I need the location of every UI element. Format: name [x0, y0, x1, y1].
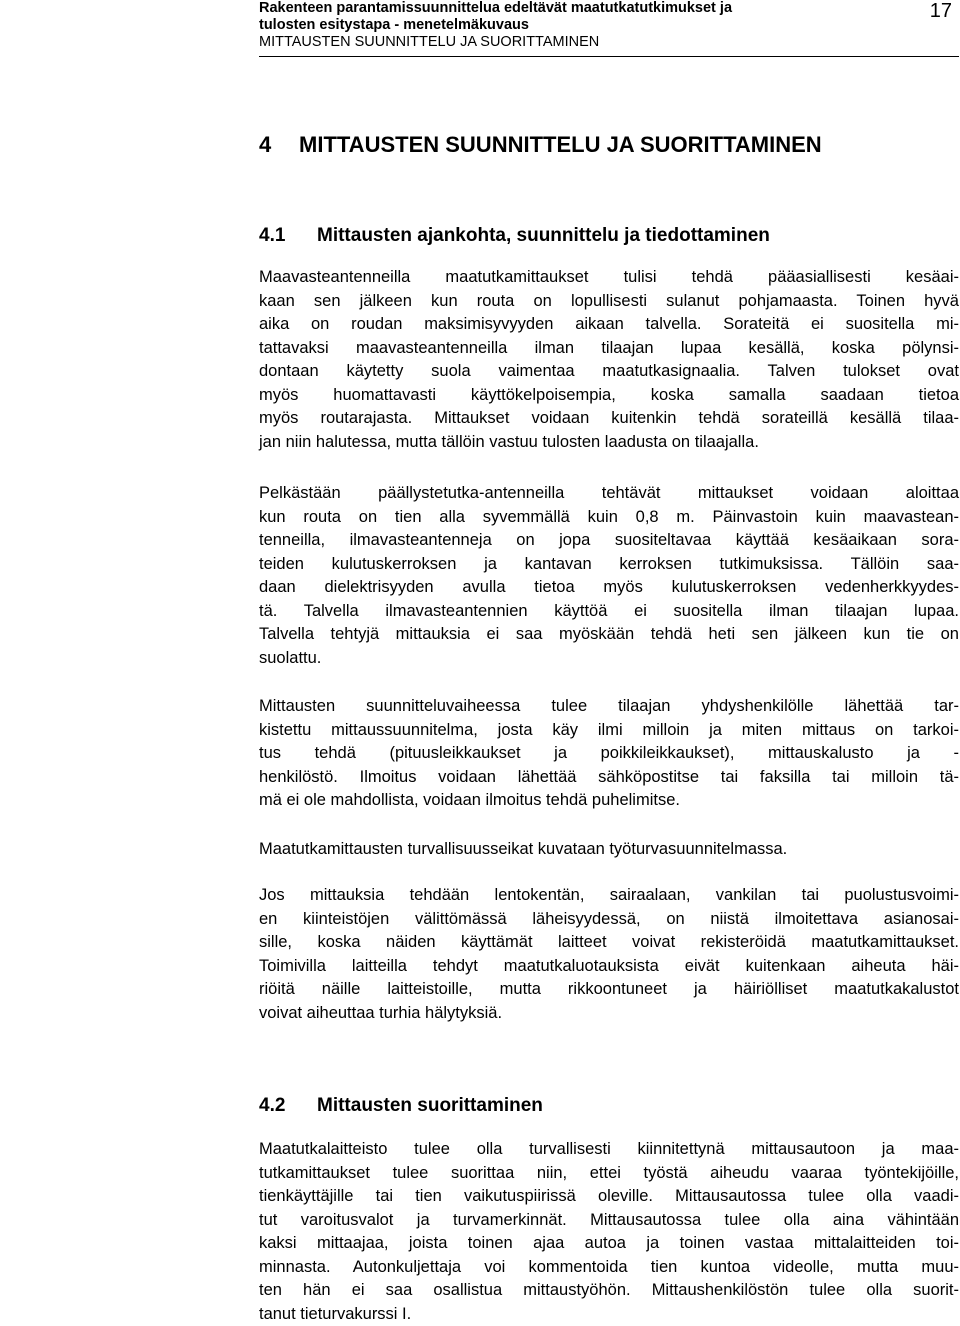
paragraph-line: Talvella tehtyjä mittauksia ei saa myöskään tehdä heti sen jälkeen kun tie on — [259, 623, 959, 647]
paragraph-line: tutkamittaukset tulee suorittaa niin, ettei työstä aiheudu vaaraa työntekijöille, — [259, 1162, 959, 1186]
paragraph-line: jan niin halutessa, mutta tällöin vastuu tulosten laadusta on tilaajalla. — [259, 431, 959, 455]
paragraph-line: tienkäyttäjille tai tien vaikutuspiirissä oleville. Mittausautossa tulee olla vaadi- — [259, 1185, 959, 1209]
section-4-title: MITTAUSTEN SUUNNITTELU JA SUORITTAMINEN — [299, 132, 822, 157]
paragraph-lentokentta — [259, 884, 959, 1025]
paragraph-line: riöitä näille laitteistoille, mutta rikkoontuneet ja häiriölliset maatutkakalustot — [259, 978, 959, 1002]
paragraph-line: tattavaksi maavasteantenneilla ilman tilaajan lupaa kesällä, koska pölynsi- — [259, 337, 959, 361]
paragraph-line: daan dielektrisyyden avulla tietoa myös kulutuskerroksen vedenherkkyydes- — [259, 576, 959, 600]
paragraph-line: ten hän ei saa osallistua mittaustyöhön. Mittaushenkilöstön tulee olla suorit- — [259, 1279, 959, 1303]
paragraph-line: tä. Talvella ilmavasteantennien käyttöä ei suositella ilman tilaajan lupaa. — [259, 600, 959, 624]
paragraph-line: kaan sen jälkeen kun routa on lopullisesti sulanut pohjamaasta. Toinen hyvä — [259, 290, 959, 314]
paragraph-suunnitteluvaihe — [259, 695, 959, 813]
section-4-1-number: 4.1 — [259, 224, 317, 248]
section-4-heading — [259, 131, 822, 159]
paragraph-line: sille, koska näiden käyttämät laitteet voivat rekisteröidä maatutkamittaukset. — [259, 931, 959, 955]
paragraph-line: Jos mittauksia tehdään lentokentän, sairaalaan, vankilan tai puolustusvoimi- — [259, 884, 959, 908]
header-divider — [259, 56, 959, 57]
paragraph-line: tus tehdä (pituusleikkaukset ja poikkileikkaukset), mittauskalusto ja - — [259, 742, 959, 766]
paragraph-line: minnasta. Autonkuljettaja voi kommentoida tien kuntoa videolle, mutta muu- — [259, 1256, 959, 1280]
paragraph-line: voivat aiheuttaa turhia hälytyksiä. — [259, 1002, 959, 1026]
paragraph-line: en kiinteistöjen välittömässä läheisyydessä, on niistä ilmoitettava asianosai- — [259, 908, 959, 932]
paragraph-line: Pelkästään päällystetutka-antenneilla tehtävät mittaukset voidaan aloittaa — [259, 482, 959, 506]
paragraph-routa — [259, 266, 959, 454]
paragraph-line: Maavasteantenneilla maatutkamittaukset tulisi tehdä pääasiallisesti kesäai- — [259, 266, 959, 290]
paragraph-line: Maatutkamittausten turvallisuusseikat kuvataan työturvasuunnitelmassa. — [259, 838, 959, 862]
section-4-1-heading — [259, 224, 770, 248]
paragraph-line: kun routa on tien alla syvemmällä kuin 0,8 m. Päinvastoin kuin maavastean- — [259, 506, 959, 530]
page-number: 17 — [930, 0, 952, 22]
paragraph-line: myös huomattavasti käyttökelpoisempia, koska samalla saadaan tietoa — [259, 384, 959, 408]
section-4-2-title: Mittausten suorittaminen — [317, 1095, 543, 1116]
paragraph-paallystetutka — [259, 482, 959, 670]
paragraph-line: mä ei ole mahdollista, voidaan ilmoitus tehdä puhelimitse. — [259, 789, 959, 813]
paragraph-line: myös routarajasta. Mittaukset voidaan kuitenkin tehdä sorateillä kesällä tilaa- — [259, 407, 959, 431]
paragraph-line: aika on roudan maksimisyvyyden aikaan talvella. Sorateitä ei suositella mi- — [259, 313, 959, 337]
paragraph-line: tanut tieturvakurssi I. — [259, 1303, 959, 1326]
paragraph-line: tenneilla, ilmavasteantenneja on jopa suositeltavaa käyttää kesäaikaan sora- — [259, 529, 959, 553]
paragraph-line: tut varoitusvalot ja turvamerkinnät. Mittausautossa tulee olla aina vähintään — [259, 1209, 959, 1233]
paragraph-line: kistettu mittaussuunnitelma, josta käy ilmi milloin ja miten mittaus on tarkoi- — [259, 719, 959, 743]
section-4-2-heading — [259, 1094, 543, 1118]
section-4-1-title: Mittausten ajankohta, suunnittelu ja tiedottaminen — [317, 225, 770, 246]
paragraph-line: Mittausten suunnitteluvaiheessa tulee tilaajan yhdyshenkilölle lähettää tar- — [259, 695, 959, 719]
header-title-line-1: Rakenteen parantamissuunnittelua edeltävät maatutkatutkimukset ja — [259, 0, 959, 17]
paragraph-line: Maatutkalaitteisto tulee olla turvallisesti kiinnitettynä mittausautoon ja maa- — [259, 1138, 959, 1162]
paragraph-line: suolattu. — [259, 647, 959, 671]
paragraph-line: henkilöstö. Ilmoitus voidaan lähettää sähköpostitse tai faksilla tai milloin tä- — [259, 766, 959, 790]
paragraph-line: teiden kulutuskerroksen ja kantavan kerroksen tutkimuksissa. Tällöin saa- — [259, 553, 959, 577]
paragraph-line: dontaan käytetty suola vaimentaa maatutkasignaalia. Talven tulokset ovat — [259, 360, 959, 384]
section-4-2-number: 4.2 — [259, 1094, 317, 1118]
header-title-line-2: tulosten esitystapa - menetelmäkuvaus — [259, 17, 959, 34]
paragraph-line: kaksi mittaajaa, joista toinen ajaa autoa ja toinen vastaa mittalaitteiden toi- — [259, 1232, 959, 1256]
paragraph-suorittaminen — [259, 1138, 959, 1326]
paragraph-turvallisuus — [259, 838, 959, 862]
running-header — [259, 0, 959, 56]
paragraph-line: Toimivilla laitteilla tehdyt maatutkaluotauksista eivät kuitenkaan aiheuta häi- — [259, 955, 959, 979]
header-chapter: MITTAUSTEN SUUNNITTELU JA SUORITTAMINEN — [259, 34, 959, 51]
section-4-number: 4 — [259, 131, 299, 159]
